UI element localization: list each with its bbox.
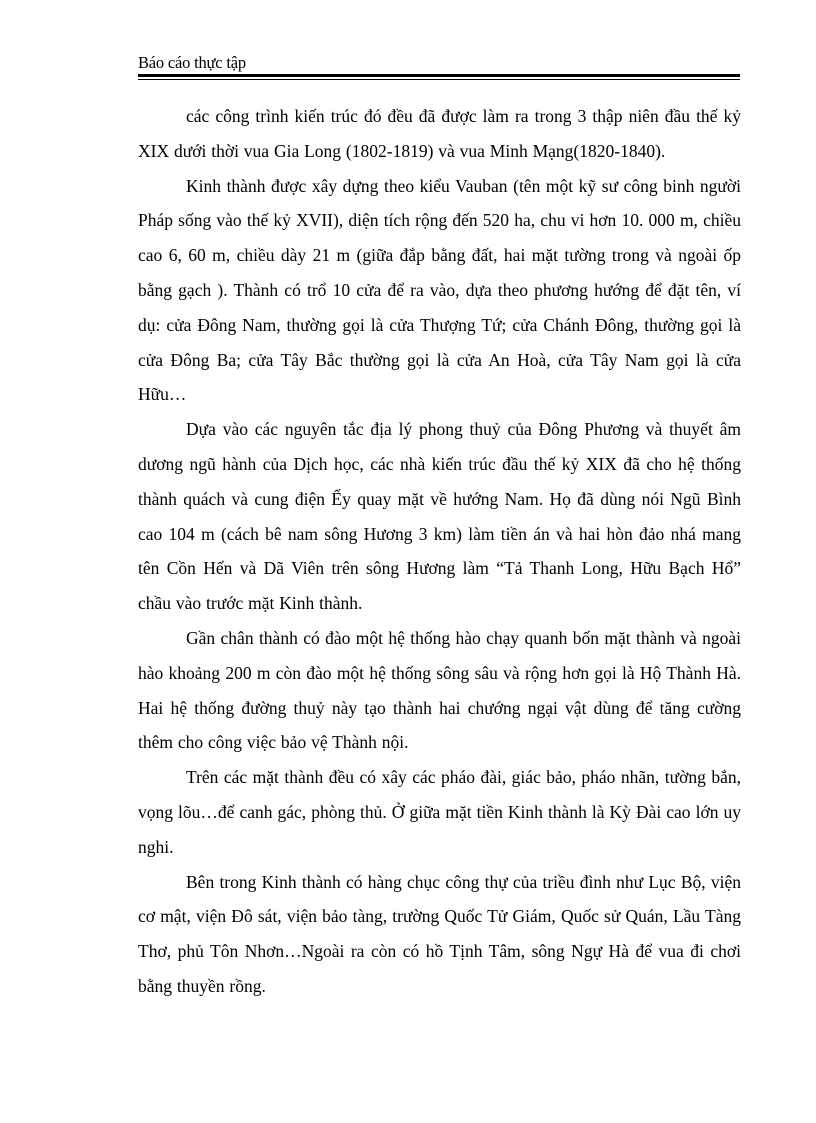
paragraph-2: Kinh thành được xây dựng theo kiểu Vauban (tên một kỹ sư công binh người Pháp sống vào thế kỷ XVII), diện tích rộng đến 520 ha, chu vi hơn 10. 000 m, chiều cao 6, 60 m, chiều dày 21 m (giữa đắp bằng đất, hai mặt tường trong và ngoài ốp bằng gạch ). Thành có trổ 10 cửa để ra vào, dựa theo phương hướng để đặt tên, ví dụ: cửa Đông Nam, thường gọi là cửa Thượng Tứ; cửa Chánh Đông, thường gọi là cửa Đông Ba; cửa Tây Bắc thường gọi là cửa An Hoà, cửa Tây Nam gọi là cửa Hữu… (138, 175, 741, 405)
paragraph-1: các công trình kiến trúc đó đều đã được làm ra trong 3 thập niên đầu thế kỷ XIX dưới thời vua Gia Long (1802-1819) và vua Minh Mạng(1820-1840). (138, 106, 741, 161)
header-rule-thin (138, 79, 740, 80)
page-header (138, 52, 740, 80)
paragraph-3: Dựa vào các nguyên tắc địa lý phong thuỷ của Đông Phương và thuyết âm dương ngũ hành của Dịch học, các nhà kiến trúc đầu thế kỷ XIX đã cho hệ thống thành quách và cung điện Ếy quay mặt về hướng Nam. Họ đã dùng nói Ngũ Bình cao 104 m (cách bê nam sông Hương 3 km) làm tiền án và hai hòn đảo nhá mang tên Cồn Hến và Dã Viên trên sông Hương làm “Tả Thanh Long, Hữu Bạch Hổ” chầu vào trước mặt Kinh thành. (138, 419, 741, 614)
header-rule-thick (138, 74, 740, 77)
paragraph-5: Trên các mặt thành đều có xây các pháo đài, giác bảo, pháo nhãn, tường bắn, vọng lõu…để canh gác, phòng thủ. Ở giữa mặt tiền Kinh thành là Kỳ Đài cao lớn uy nghi. (138, 767, 741, 857)
header-title: Báo cáo thực tập (138, 53, 246, 72)
paragraph-6: Bên trong Kinh thành có hàng chục công thự của triều đình như Lục Bộ, viện cơ mật, viện Đô sát, viện bảo tàng, trường Quốc Tử Giám, Quốc sử Quán, Lầu Tàng Thơ, phủ Tôn Nhơn…Ngoài ra còn có hồ Tịnh Tâm, sông Ngự Hà để vua đi chơi bằng thuyền rồng. (138, 871, 741, 996)
paragraph-4: Gần chân thành có đào một hệ thống hào chạy quanh bốn mặt thành và ngoài hào khoảng 200 m còn đào một hệ thống sông sâu và rộng hơn gọi là Hộ Thành Hà. Hai hệ thống đường thuỷ này tạo thành hai chướng ngại vật dùng để tăng cường thêm cho công việc bảo vệ Thành nội. (138, 627, 741, 753)
document-body (138, 99, 741, 1004)
